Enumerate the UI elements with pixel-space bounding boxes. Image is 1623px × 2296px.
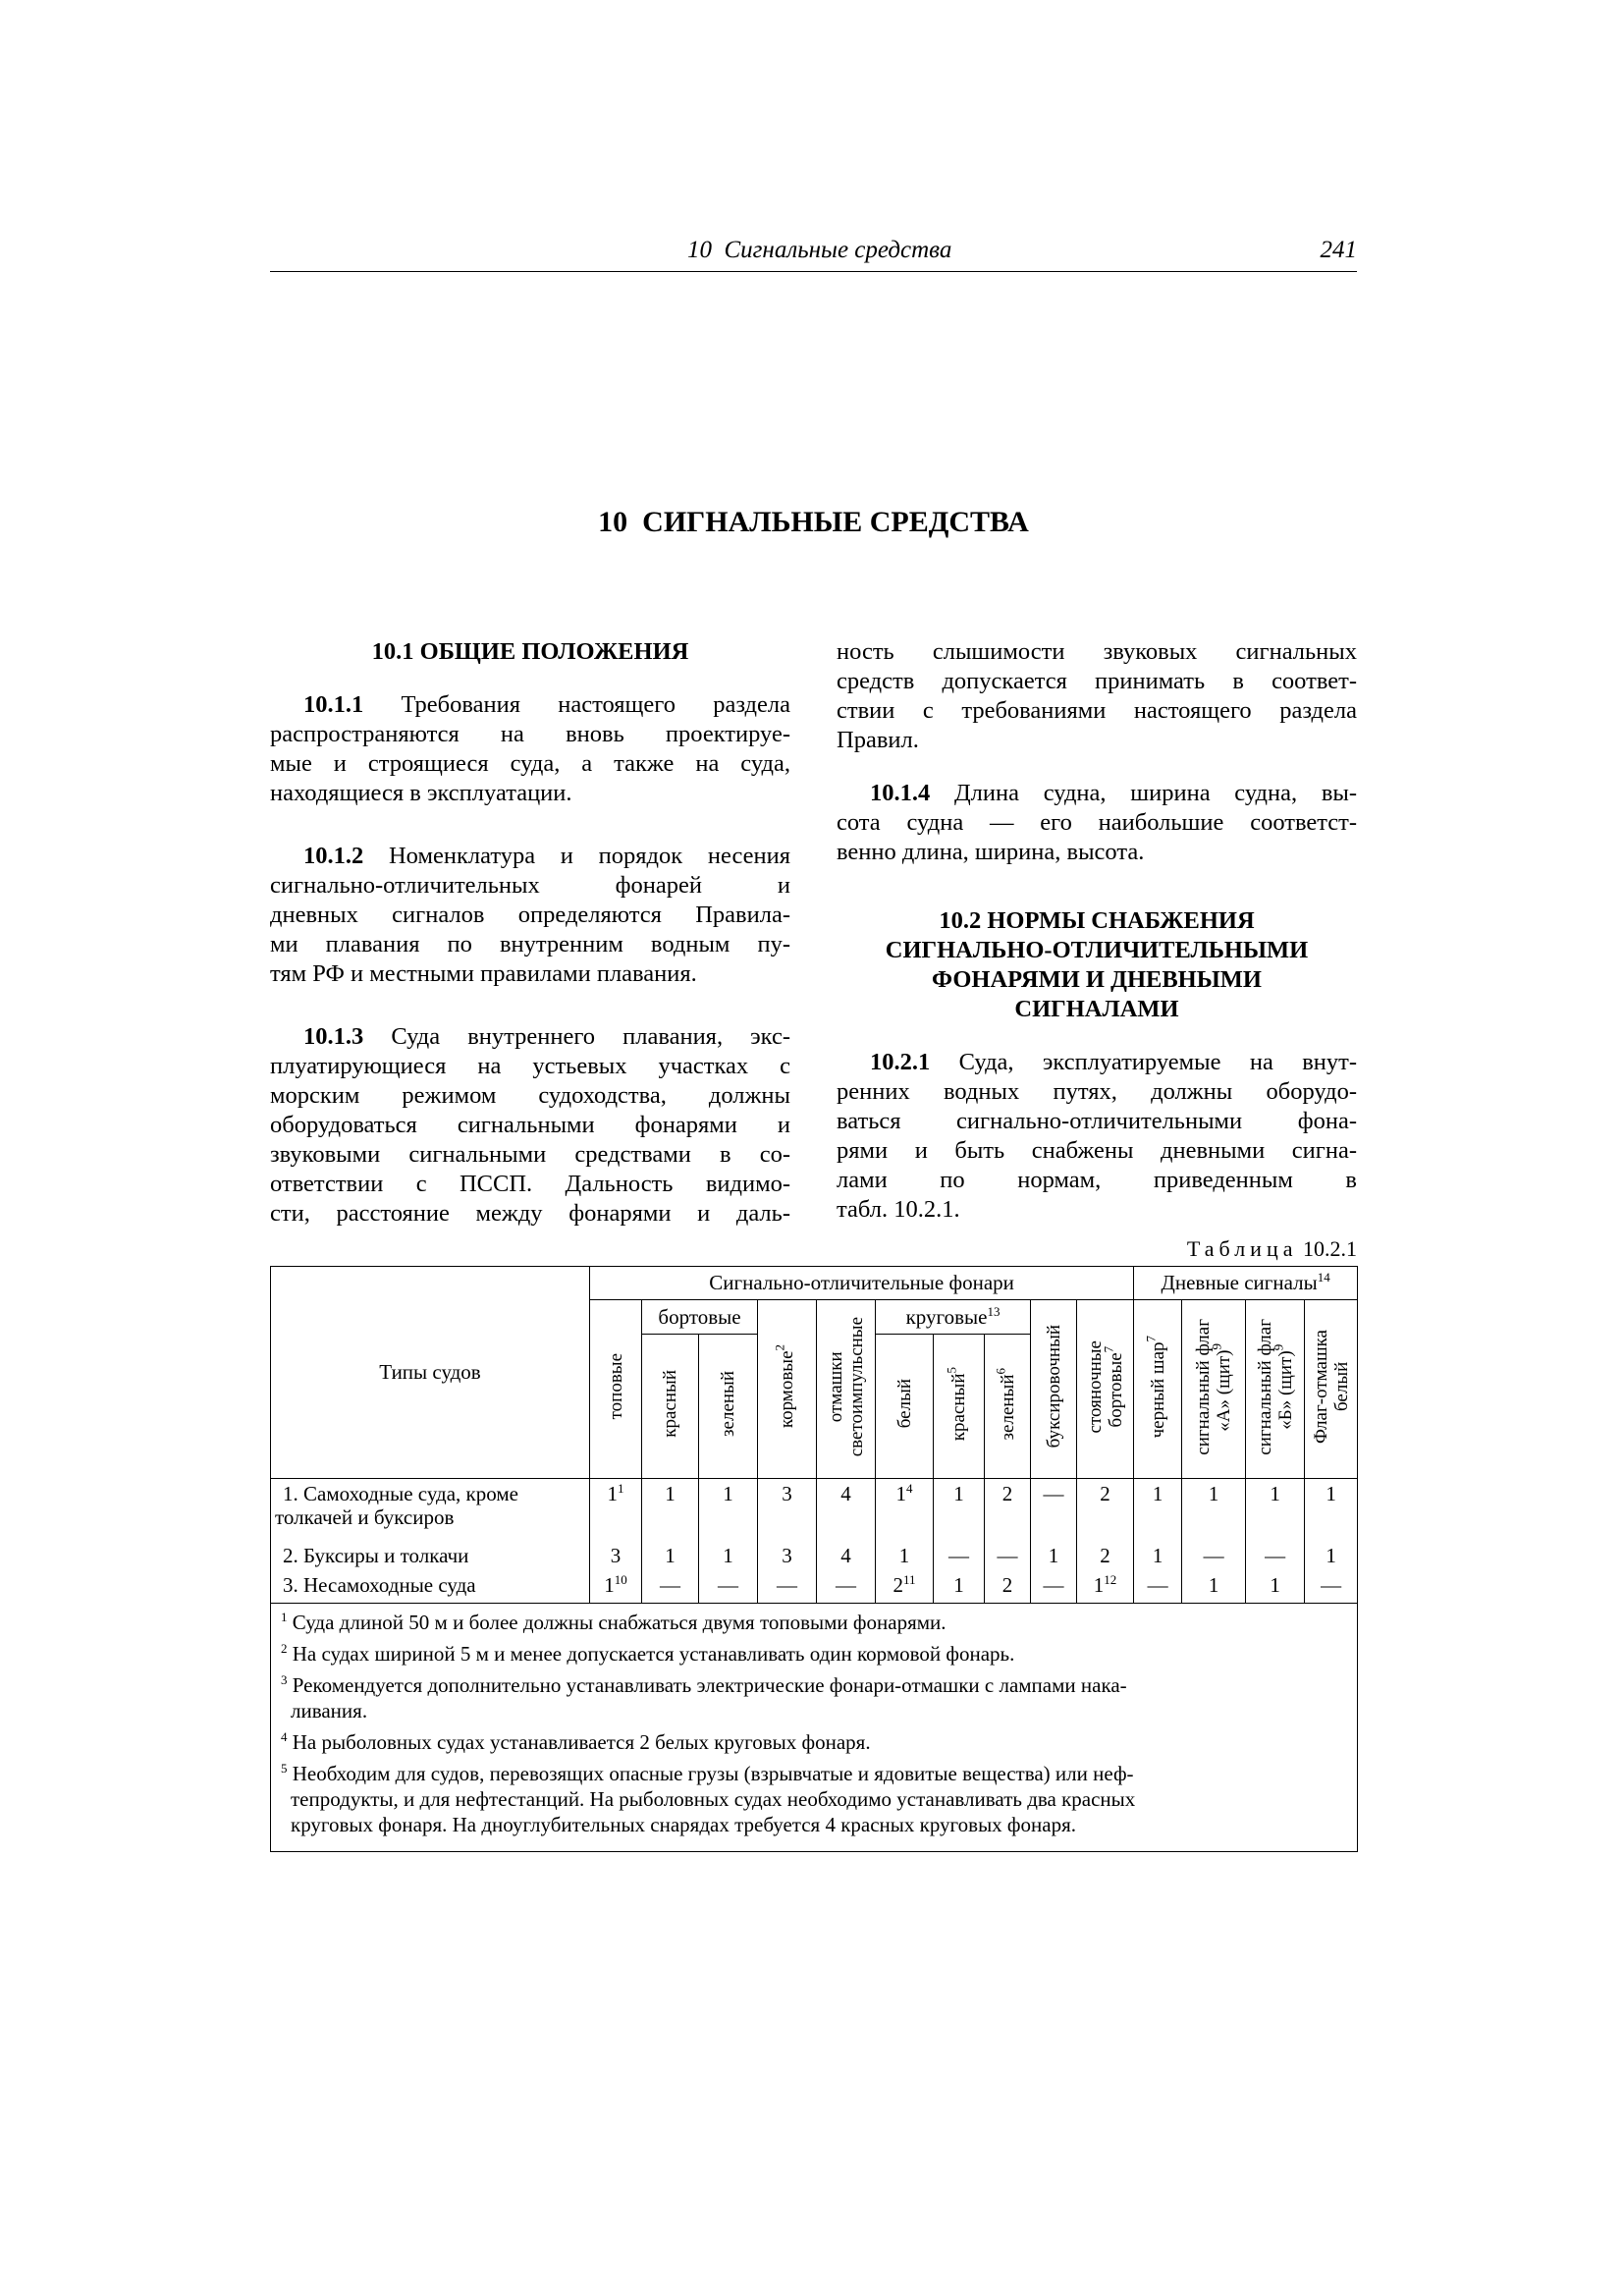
text-line: 10.1.1 Требования настоящего раздела <box>303 691 790 718</box>
table-cell: 4 <box>817 1479 876 1545</box>
footnote-ref: 14 <box>1317 1270 1330 1285</box>
table-cell: 2 <box>985 1479 1031 1545</box>
footnote-ref: 13 <box>987 1303 1001 1319</box>
subgroup-round-header: круговые$^{13}$ <box>876 1300 1031 1335</box>
vessel-type <box>271 1573 590 1604</box>
table-cell: 1 <box>934 1573 985 1604</box>
heading-line: ФОНАРЯМИ И ДНЕВНЫМИ <box>932 966 1262 993</box>
footnote-ref: 9 <box>1209 1342 1224 1349</box>
table-footnotes <box>271 1604 1358 1852</box>
text-line: тям РФ и местными правилами плавания. <box>270 960 697 987</box>
column-header-label: буксировочный <box>1043 1325 1064 1449</box>
table-cell: 1 <box>642 1544 699 1573</box>
chapter-title: 10 СИГНАЛЬНЫЕ СРЕДСТВА <box>598 506 1029 538</box>
footnote: $^5$ Необходим для судов, перевозящих опасные грузы (взрывчатые и ядовитые вещества) или неф- тепродукты, и для нефтестанций. На рыболовных судах необходимо устанавливать два красных круговых фонаря. На дноуглубительных снарядах требуется 4 красных круговых фонаря. <box>281 1761 1349 1837</box>
table-cell: 1 <box>1246 1573 1305 1604</box>
table-cell: 2 <box>1077 1479 1134 1545</box>
table-cell: 1 <box>1134 1544 1182 1573</box>
table-cell: — <box>1246 1544 1305 1573</box>
heading-line: 10.2 НОРМЫ СНАБЖЕНИЯ <box>939 907 1255 934</box>
column-header <box>1134 1300 1182 1479</box>
text-line: сота судна — его наибольшие соответст- <box>837 809 1357 836</box>
column-header <box>590 1300 642 1479</box>
vessel-type-label-cont: толкачей и буксиров <box>275 1505 455 1530</box>
text-line: ствии с требованиями настоящего раздела <box>837 697 1357 724</box>
text-line: Правил. <box>837 727 919 753</box>
text-line: ответствии с ПССП. Дальность видимо- <box>270 1171 790 1197</box>
table-cell: 1 <box>642 1479 699 1545</box>
table-row <box>271 1573 1358 1604</box>
table-cell: 1 <box>1031 1544 1077 1573</box>
table-cell: 1 <box>876 1544 934 1573</box>
footnote-ref: 1 <box>618 1481 624 1496</box>
table-cell: — <box>758 1573 817 1604</box>
table-caption-word: Таблица <box>1186 1236 1298 1261</box>
table-caption-number: 10.2.1 <box>1303 1236 1357 1261</box>
table-cell: 1 <box>934 1479 985 1545</box>
paragraph-continuation <box>837 637 1357 755</box>
footnote-line: круговых фонаря. На дноуглубительных снарядах требуется 4 красных круговых фонаря. <box>291 1813 1076 1836</box>
text-line: 10.2.1 Суда, эксплуатируемые на внут- <box>870 1049 1357 1075</box>
table-cell: 1 <box>1182 1573 1246 1604</box>
heading-line: СИГНАЛАМИ <box>1014 996 1179 1022</box>
footnote-ref: 6 <box>993 1367 1008 1375</box>
footnote-number: 3 <box>281 1672 288 1687</box>
footnote: $^4$ На рыболовных судах устанавливается 2 белых круговых фонаря. <box>281 1729 871 1754</box>
text-line: плуатирующиеся на устьевых участках с <box>270 1053 790 1079</box>
table-cell: $1^1$ <box>590 1479 642 1545</box>
text-line: находящиеся в эксплуатации. <box>270 780 572 806</box>
section-heading-10-2 <box>837 906 1357 1024</box>
column-header <box>642 1335 699 1479</box>
subgroup-side-header: бортовые <box>642 1300 758 1335</box>
column-header <box>1077 1300 1134 1479</box>
text-line: ренних водных путях, должны оборудо- <box>837 1078 1357 1105</box>
footnote-line: ливания. <box>291 1699 368 1722</box>
column-header <box>1305 1300 1358 1479</box>
text-line: 10.1.2 Номенклатура и порядок несения <box>303 843 791 869</box>
paragraph-10-1-3 <box>270 1022 790 1229</box>
equipment-table <box>270 1266 1358 1852</box>
footnote: $^2$ На судах шириной 5 м и менее допускается устанавливать один кормовой фонарь. <box>281 1641 1015 1666</box>
table-body <box>271 1479 1358 1604</box>
column-header-label: кормовые$^2$ <box>772 1344 797 1429</box>
text-line: мые и строящиеся суда, а также на суда, <box>270 750 790 777</box>
footnote-ref: 11 <box>902 1572 916 1587</box>
table-cell: — <box>699 1573 758 1604</box>
footnote: $^3$ Рекомендуется дополнительно устанавливать электрические фонари-отмашки с лампами нака- ливания. <box>281 1672 1349 1723</box>
paragraph-number: 10.1.1 <box>303 691 364 718</box>
left-column <box>270 637 790 1229</box>
table-cell: $1^4$ <box>876 1479 934 1545</box>
page <box>270 234 1357 1852</box>
text-line: 10.1.3 Суда внутреннего плавания, экс- <box>303 1023 791 1050</box>
text-line: оборудоваться сигнальными фонарями и <box>270 1112 790 1138</box>
footnote-ref: 2 <box>772 1344 787 1351</box>
column-header-label: сигнальный флаг «А» (щит)$^9$ <box>1193 1318 1235 1455</box>
column-header-label: красный <box>660 1370 680 1438</box>
table-cell: — <box>642 1573 699 1604</box>
table-cell: — <box>1031 1479 1077 1545</box>
text-line: сигнально-отличительных фонарей и <box>270 872 790 899</box>
column-header-label: красный$^5$ <box>944 1366 969 1442</box>
table-row <box>271 1544 1358 1573</box>
table-row <box>271 1479 1358 1545</box>
text-line: дневных сигналов определяются Правила- <box>270 902 790 928</box>
text-line: сти, расстояние между фонарями и даль- <box>270 1200 790 1227</box>
vessel-type-label: 2. Буксиры и толкачи <box>283 1544 469 1567</box>
table-cell: 2 <box>985 1573 1031 1604</box>
table-cell: 1 <box>1305 1544 1358 1573</box>
text-line: табл. 10.2.1. <box>837 1196 960 1223</box>
paragraph-number: 10.1.2 <box>303 843 364 869</box>
footnote-number: 2 <box>281 1641 288 1656</box>
group-day-label: Дневные сигналы <box>1161 1271 1318 1295</box>
text-line: распространяются на вновь проектируе- <box>270 721 790 747</box>
paragraph-number: 10.1.4 <box>870 780 931 806</box>
table-cell: $1^{10}$ <box>590 1573 642 1604</box>
table-cell: 1 <box>699 1544 758 1573</box>
table-cell: 1 <box>1134 1479 1182 1545</box>
paragraph-number: 10.2.1 <box>870 1049 931 1075</box>
paragraph-10-1-2 <box>270 842 790 989</box>
right-column <box>837 637 1357 1225</box>
column-header <box>1182 1300 1246 1479</box>
column-header-label: отмашки светоимпульсные <box>825 1316 867 1457</box>
column-header-label: стояночные бортовые$^7$ <box>1084 1339 1126 1434</box>
footnote-ref: 7 <box>1101 1345 1116 1353</box>
two-column-body <box>270 637 1357 1229</box>
footnote-ref: 10 <box>614 1572 627 1587</box>
table-caption <box>270 1236 1357 1262</box>
table-cell: 2 <box>1077 1544 1134 1573</box>
footnote-ref: 12 <box>1104 1572 1117 1587</box>
paragraph-number: 10.1.3 <box>303 1023 364 1050</box>
table-cell: $1^{12}$ <box>1077 1573 1134 1604</box>
running-header-title: 10 Сигнальные средства <box>687 237 952 263</box>
vessel-type <box>271 1479 590 1545</box>
text-line: рями и быть снабжены дневными сигна- <box>837 1137 1357 1164</box>
section-heading-10-1: 10.1 ОБЩИЕ ПОЛОЖЕНИЯ <box>371 638 689 665</box>
table-cell: 1 <box>1246 1479 1305 1545</box>
column-header-label: белый <box>893 1379 915 1429</box>
column-header-label: сигнальный флаг «Б» (щит)$^9$ <box>1254 1318 1296 1455</box>
type-header: Типы судов <box>271 1267 590 1479</box>
table-cell: 1 <box>1182 1479 1246 1545</box>
column-header <box>758 1300 817 1479</box>
running-header <box>270 234 1357 272</box>
column-header <box>1031 1300 1077 1479</box>
footnote-ref: 4 <box>906 1481 913 1496</box>
text-line: венно длина, ширина, высота. <box>837 839 1145 865</box>
vessel-type-label: 3. Несамоходные суда <box>283 1573 476 1597</box>
table-cell: — <box>1134 1573 1182 1604</box>
table-cell: 1 <box>1305 1479 1358 1545</box>
paragraph-10-2-1 <box>837 1048 1357 1225</box>
table-cell: — <box>934 1544 985 1573</box>
text-line: 10.1.4 Длина судна, ширина судна, вы- <box>870 780 1358 806</box>
text-line: морским режимом судоходства, должны <box>270 1082 790 1109</box>
paragraph-10-1-4 <box>837 779 1357 867</box>
table-cell: 3 <box>758 1544 817 1573</box>
table-cell: — <box>1305 1573 1358 1604</box>
table-cell: — <box>817 1573 876 1604</box>
paragraph-10-1-1 <box>270 690 790 808</box>
column-header-label: черный шар$^7$ <box>1143 1335 1168 1439</box>
column-header <box>934 1335 985 1479</box>
column-header <box>985 1335 1031 1479</box>
text-line: ваться сигнально-отличительными фона- <box>837 1108 1357 1134</box>
column-header-label: зеленый <box>718 1370 738 1437</box>
table-cell: 4 <box>817 1544 876 1573</box>
column-header-label: зеленый$^6$ <box>993 1367 1018 1441</box>
column-header <box>817 1300 876 1479</box>
column-header-label: Флаг-отмашка белый <box>1310 1329 1352 1444</box>
page-number: 241 <box>1320 237 1357 263</box>
text-line: звуковыми сигнальными средствами в со- <box>270 1141 790 1168</box>
vessel-type-label: 1. Самоходные суда, кроме <box>283 1482 518 1505</box>
footnote-line: тепродукты, и для нефтестанций. На рыболовных судах необходимо устанавливать два красных <box>291 1787 1136 1811</box>
group-day-header <box>1134 1267 1358 1300</box>
heading-line: СИГНАЛЬНО-ОТЛИЧИТЕЛЬНЫМИ <box>885 937 1309 963</box>
footnote-ref: 9 <box>1271 1343 1286 1350</box>
table-header <box>271 1267 1358 1479</box>
footnote: $^1$ Суда длиной 50 м и более должны снабжаться двумя топовыми фонарями. <box>281 1610 947 1634</box>
column-header <box>876 1335 934 1479</box>
table-cell: 3 <box>590 1544 642 1573</box>
table-cell: 3 <box>758 1479 817 1545</box>
column-header-label: топовые <box>605 1353 626 1420</box>
text-line: ность слышимости звуковых сигнальных <box>837 638 1357 665</box>
table-cell: 1 <box>699 1479 758 1545</box>
group-lights-header: Сигнально-отличительные фонари <box>590 1267 1134 1300</box>
footnote-number: 4 <box>281 1729 288 1744</box>
text-line: лами по нормам, приведенным в <box>837 1167 1357 1193</box>
column-header <box>699 1335 758 1479</box>
footnote-number: 1 <box>281 1610 288 1624</box>
text-line: средств допускается принимать в соответ- <box>837 668 1357 694</box>
table-cell: — <box>1031 1573 1077 1604</box>
footnote-ref: 5 <box>944 1366 959 1374</box>
table-cell: — <box>985 1544 1031 1573</box>
table-cell: $2^{11}$ <box>876 1573 934 1604</box>
footnote-ref: 7 <box>1143 1335 1159 1342</box>
table-cell: — <box>1182 1544 1246 1573</box>
footnote-number: 5 <box>281 1761 288 1776</box>
vessel-type <box>271 1544 590 1573</box>
column-header <box>1246 1300 1305 1479</box>
text-line: ми плавания по внутренним водным пу- <box>270 931 790 957</box>
